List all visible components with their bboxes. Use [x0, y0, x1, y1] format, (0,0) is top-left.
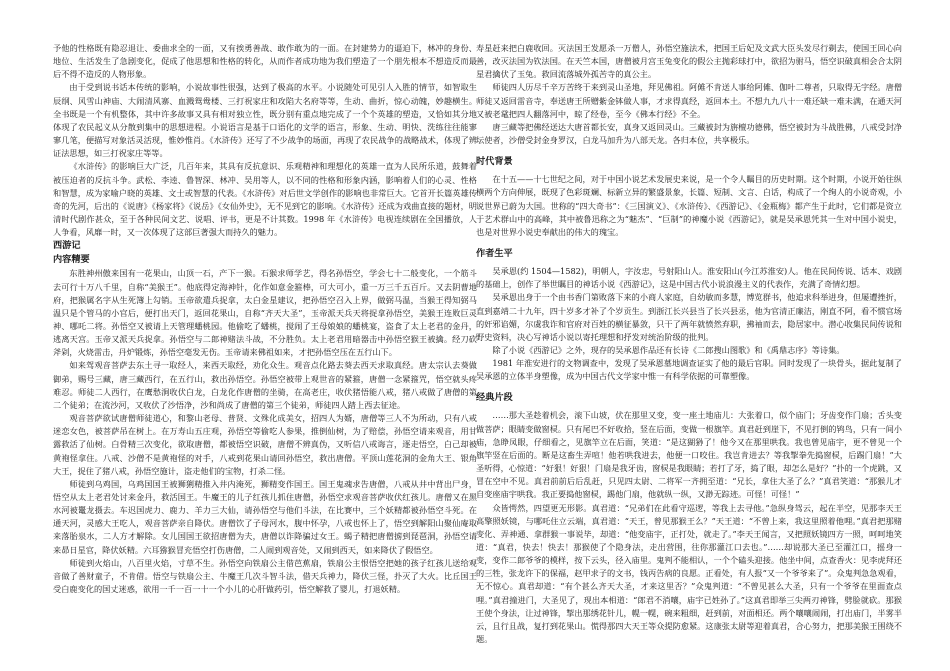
left-column: [53, 42, 477, 665]
body-paragraph: 东胜神州傲来国有一花果山，山顶一石，产下一猴。石猴求师学艺，得名孙悟空，学会七十二般变化，一个筋斗去可行十万八千里，自称“美猴王”。他底得定海神针，化作如意金箍棒，可大可小，重一万三千五百斤。又去阴曹地府，把猴属名字从生死簿上勾销。玉帝欲遣兵捉拿，太白金星建议，把孙悟空召入上界，做弼马温，当猴王得知弼马温只是个管马的小官后，便打出天门，返回花果山，自称“齐天大圣”，玉帝派天兵天将捉拿孙悟空，美猴王连败巨灵神、哪吒二将。孙悟空又被请上天管理蟠桃园。他偷吃了蟠桃，搅闹了王母娘娘的蟠桃宴，盗食了太上老君的金丹，逃离天宫。玉帝又派天兵捉拿。孙悟空与二郎神赌法斗战，不分胜负。太上老君用暗器击中孙悟空猴王被擒。经刀砍斧剁，火烧雷击，丹炉锻炼，孙悟空毫发无伤。玉帝请来佛祖如来，才把孙悟空压在五行山下。: [53, 268, 477, 358]
body-paragraph: 在十五——十七世纪之间，对于中国小说艺术发展史来说，是一个令人瞩目的历史时期。这个时期，小说开始往纵横两个方向伸展，既现了色彩斑斓、标新立异的繁盛景象，长篇、短制、文言、白话，构成了一个绚人的小说奇观，小说世界已蔚为大国。世称的“四大奇书”：《三国演义》、《水浒传》、《西游记》、《金瓶梅》都产生于此时，它们都是资立于艺术群山中的高峰，其中被鲁迅称之为“魅杰”、“巨制”的神魔小说《西游记》，就是吴承恩凭其一生对中国小说史，也是对世界小说史奉献出的伟大的瑰宝。: [476, 174, 902, 237]
body-paragraph: 吴承恩出身于一个由书香门第败落下来的小商人家庭，自幼敏而多慧，博览群书，他追求科举进身，但屡遭挫折，直到嘉靖二十九年，四十岁多才补了个岁贡生。到浙江长兴县当了长兴县丞，他为官清正廉洁，刚直不阿，看不惯官场的奸邪谄媚，尔虞我诈和官府对百姓的横征暴敛，只干了两年就愤然弃职，拂袖而去，隐居家中。潜心收集民间传说和野史资料，决心写神话小说以寄托理想和抒发对统治阶级的批判。: [476, 292, 902, 342]
right-column: [476, 42, 902, 665]
body-paragraph: 师徒到乌鸡国，乌鸡国国王被狮猁精推入井内淹死，狮精变作国王。国王鬼魂求告唐僧，八戒从井中背出尸身，悟空从太上老君处讨来金丹，救活国王。牛魔王的儿子红孩儿抓住唐僧，孙悟空求观音菩萨收伏红孩儿。唐僧又在黑水河被鼍龙摄去。车迟国虎力、鹿力、羊力三大仙，请孙悟空与他们斗法，在比赛中，三个妖精都被孙悟空斗死。在通天河，灵感大王吃人，观音菩萨亲自降伏。唐僧饮了子母河水，腹中怀孕，八戒也怀上了，悟空到解阳山聚仙庵取来落胎泉水，二人方才解除。女儿国国王欲招唐僧为夫，唐僧以诈降骗过女王。蝎子精把唐僧掳到琵琶洞，孙悟空请来昴日星官，降伏妖精。六耳猕猴冒充悟空打伤唐僧，二人闹到观音处，又闹到西天，如来降伏了假悟空。: [53, 478, 477, 555]
body-paragraph: ……那大圣趁着机会，滚下山坡，伏在那里又变，变一座土地庙儿：大张着口，似个庙门；牙齿变作门扇；舌头变做菩萨；眼睛变做窗棂。只有尾巴不好收拾，竖在后面，变做一根旗竿。真君赶到崖下，不见打倒的鸨鸟，只有一间小庙，急睁凤眼，仔细看之，见旗竿立在后面，笑道：“是这猢狲了！他今又在那里哄我。我也曾见庙宇，更不曾见一个旗竿竖在后面的。断是这畜生弄喧！他若哄我进去，他便一口咬住。我岂肯进去？等我掣拳先捣窗棂，后踢门扇！”大圣听得，心惊道：“好狠！好狠！门扇是我牙齿，窗棂是我眼睛；若打了牙，捣了眼，却怎么是好？”扑的一个虎跳，又冒在空中不见。真君前前后后乱赶，只见四太尉、二将军一齐拥至道：“兄长，拿住大圣了么？”真君笑道：“那猴儿才自变座庙宇哄我。我正要捣他窗棂，踢他门扇，他就纵一纵，又渺无踪迹。可怪！可怪！”: [476, 410, 902, 500]
body-paragraph: 除了小说《西游记》之外，现存的吴承恩作品还有长诗《二郎搜山图歌》和《禹鼎志序》等诗集。: [492, 344, 845, 355]
section-heading-era: 时代背景: [476, 156, 513, 168]
body-paragraph: 《水浒传》的影响巨大广泛，几百年来，其具有反抗意识、乐观精神和理想化的英雄一直为人民所乐道，鼓舞着被压迫者的反抗斗争。武松、李逵、鲁智深、林冲、吴用等人，以不同的性格和形象内涵，影响着人们的心灵、性格和智慧，成为家喻户晓的英雄、文士或智慧的代表。《水浒传》对后世文学创作的影响也非常巨大。它首开长篇英雄传奇的先河，后出的《说唐》《杨家将》《说岳》《女仙外史》，无不见到它的影响。《水浒传》还成为戏曲直接的题材，明清时代剧作甚众，至于各种民间文艺、说唱、评书，更是不计其数。1998 年《水浒传》电视连续剧在全国播放，人人争看，风靡一时，又一次体现了这部巨著强大而持久的魅力。: [53, 161, 477, 238]
section-heading-excerpt: 经典片段: [476, 392, 513, 404]
body-paragraph: 寿星赶来把白鹿收回。灭法国王发愿杀一万僧人，孙悟空施法术，把国王后妃及文武大臣头发尽行剃去，使国王回心向善，改灭法国为钦法国。在天竺本国，唐僧被月宫玉兔变化的假公主抛彩球打中，欲招为驸马，悟空识破真相会合太阴星君擒伏了玉兔。救回流落城外孤苦寺的真公主。: [476, 43, 902, 80]
body-paragraph: 如来驾观音菩萨去东土寻一取经人，来西天取经，劝化众生。观音点化路去葵去西天求取真经。唐太宗认去葵做御弟，赐号三藏，唐三藏西行，在五行山，救出孙悟空。孙悟空被带上观世音的紧箍，唐僧一念紧箍咒，悟空就头疼难忍。师徒二人西行，在鹰愁涧收伏白龙，白龙化作唐僧的坐骑，在高老庄，收伏猪悟能八戒，猪八戒做了唐僧的第二个徒弟；在流沙河，又收伏了沙悟净，沙和尚成了唐僧的第三个徒弟，师徒四人踏上西去征途。: [53, 360, 477, 410]
section-title: 西游记: [53, 240, 81, 252]
body-paragraph: 众皆愕然，四望更无形影。真君道：“兄弟们在此看守巡逻，等我上去寻他。”急纵身驾云，起在半空，见那李天王高擎照妖镜，与哪吒住立云端，真君道：“天王，曾见那猴王么？”天王道：“不曾上来，我这里照着他哩。”真君把那赌变化、弄神通、拿群猴一事说毕，却道：“他变庙宇，正打处，就走了。”李天王闻言，又把照妖镜四方一照，呵呵地笑道：“真君，快去！快去！那猴使了个隐身法，走出营围，往你那灌江口去也。”……却说那大圣已至灌江口，摇身一变，变作二郎爷爷的模样，按下云头，径入庙里。鬼判不能相认，一个个磕头迎接。他坐中间，点查香火：见李虎拜还的三牲，张龙许下的保福，赵甲求子的文书，钱丙告病的良愿。正看处，有人报“又一个爷爷来了”。众鬼判急急观看，无不惊心。真君却道：“有个甚么齐天大圣，才来这里否？”众鬼判道：“不曾见甚么大圣，只有一个爷爷在里面查点哩。”真君撞进门，大圣见了，现出本相道：“郎君不消嚷，庙宇已姓孙了。”这真君即举三尖两刃神锋，劈脸就砍。那猴王使个身法，让过神锋，掣出那绣花针儿，幌一幌，碗来粗细，赶到前，对面相还。两个嚷嚷闹闹，打出庙门，半雾半云，且行且战，复打到花果山。慌得那四大天王等众提防愈紧。这康张太尉等迎着真君，合心努力，把那美猴王围绕不题。: [476, 502, 902, 645]
body-paragraph: 师徒四人历尽千辛万苦终于来到灵山圣地，拜见佛祖。阿傩不肯送人事给阿傩、伽叶二尊者，只取得无字经。唐僧师徒又返回雷音寺，奉送唐王所赠紫金钵做人事，才求得真经，返回本土。不想九九八十一难还缺一难未满，在通天河又被老鼋把四人翻落河中，晾了经卷，至今《佛本行经》不全。: [476, 82, 902, 119]
body-paragraph: 由于受到说书话本传统的影响，小说故事性很强，达到了极高的水平。小说随处可见引人入胜的情节，如智取生辰纲、风雪山神庙、大闹清风寨、血溅鸳鸯楼、三打祝家庄和攻陷大名府等等，生动、曲折，惊心动魄，妙趣横生。全书既是一个有机整体，其中许多故事又具有相对独立性，既分别有重点地完成了一个个英雄的塑造，又恰如其分地体现了农民起义从分散到集中的思想进程。小说语言是基于口语化的文学的语言，形象、生动、明快、洗练往往能寥寥几笔，便描写对象活灵活现，惟妙惟肖。《水浒传》还写了不少战争的场面，再现了农民战争的战略战术，体现了辨证法思想，如三打祝家庄等等。: [53, 82, 477, 159]
body-paragraph: 师徒到火焰山，八百里火焰，寸草不生。孙悟空向铁扇公主借芭蕉扇，铁扇公主恨悟空把她的孩子红孩儿送给观音做了善财童子，不肯借。悟空与铁扇公主、牛魔王几次斗智斗法，借天兵神力，降伏三怪，扑灭了大火。比丘国王受白鹿变化的国丈迷惑，欲用一千一百一十一个小儿的心肝做药引，悟空解救了婴儿，打退妖精。: [53, 557, 477, 595]
body-paragraph: 吴承恩(约 1504—1582)，明朝人，字汝忠，号射阳山人。淮安阳山(今江苏淮安)人。他在民间传说、话本、戏剧的基础上，创作了举世瞩目的神话小说《西游记》，这是中国古代小说浪漫主义的代表作，充满了奇情幻想。: [476, 266, 902, 290]
body-paragraph: 唐三藏等把佛经送达大唐首都长安，真身又返回灵山。三藏被封为旃檀功德佛，悟空被封为斗战胜佛，八戒受封净坛使者，沙僧受封金身罗汉，白龙马加升为八部天龙。各归本位，共享极乐。: [476, 121, 902, 146]
section-heading-author: 作者生平: [476, 248, 513, 260]
body-paragraph: 观音菩萨欲试唐僧师徒道心，和黎山老母、普贤、文殊化成美女，招四人为婿，唐僧等三人不为所动，只有八戒迷恋女色，被菩萨吊在树上。在万寿山五庄观，孙悟空等偷吃人参果，推倒仙树，为了赔偿，孙悟空请来观音，用甘露救活了仙树。白骨精三次变化，欲取唐僧，都被悟空识破，唐僧不辨真伪，又听信八戒诲言，逐走悟空，白己却被黄袍怪拿住。八戒、沙僧不是黄袍怪的对手，八戒到花果山请回孙悟空，救出唐僧。平顶山莲花洞的金角大王、银角大王，捉住了猪八戒，孙悟空施计，盗走他们的宝物，打杀二怪。: [53, 413, 477, 476]
subsection-title: 内容精要: [53, 254, 90, 266]
body-paragraph: 予他的性格既有隐忍退让、委曲求全的一面，又有挨勇善战、敢作敢为的一面。在封建势力的逼迫下，林冲的身份、地位、生活发生了急剧变化，促成了他思想和性格的转化，从而作者成功地为我们塑造了一个朋先根本不想造反而最后不得不造反的人物形象。: [53, 43, 477, 80]
body-paragraph: 1981 年淮安进行的文物调查中，发现了吴承恩墓地调查证实了他的最后官职。同时发现了一块骨头，据此复制了吴承恩的立体半身塑像，成为中国古代文学家中惟一有科学依据的可靠塑像。: [476, 358, 902, 382]
